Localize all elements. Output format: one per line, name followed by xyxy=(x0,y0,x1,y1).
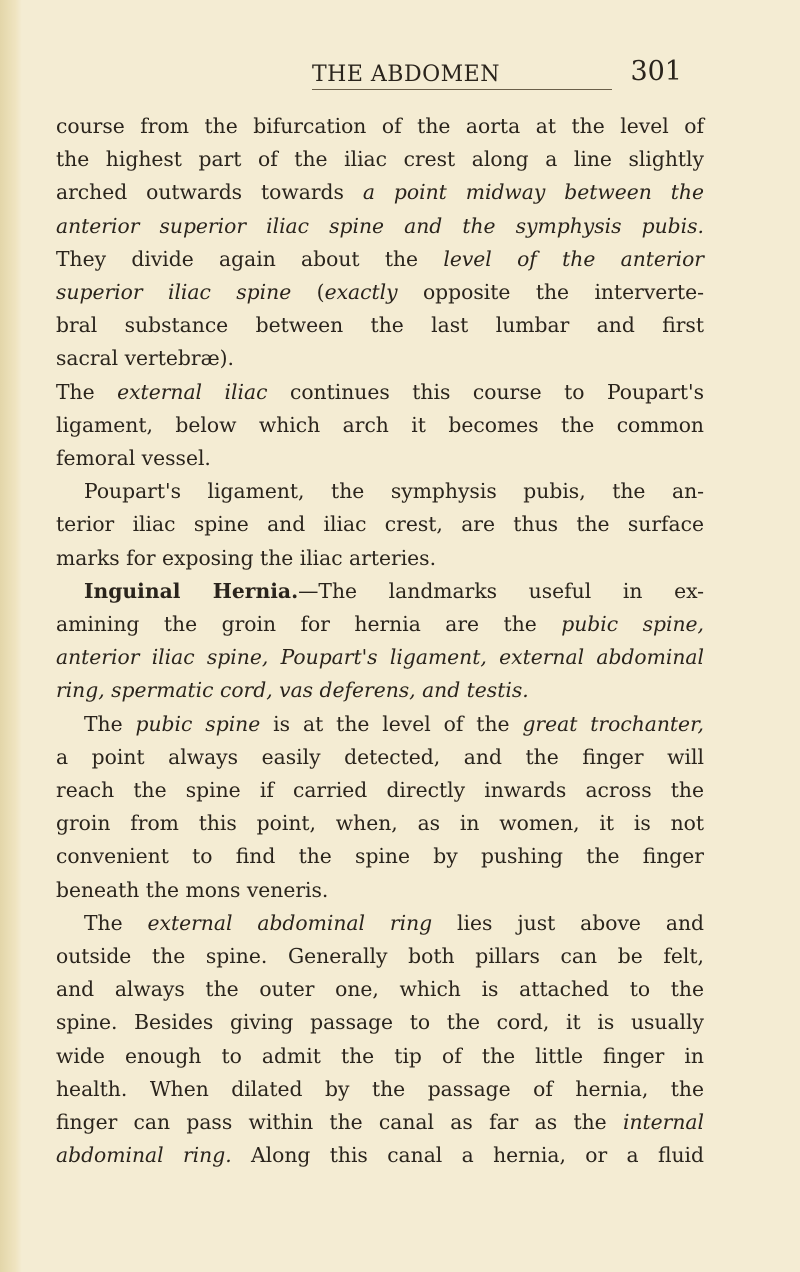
text-run: The xyxy=(84,711,136,736)
text-run: sacral vertebræ). xyxy=(56,346,234,371)
text-line xyxy=(56,1040,704,1073)
text-run: finger can pass within the canal as far as the xyxy=(56,1110,623,1135)
text-line xyxy=(56,1139,704,1172)
text-line xyxy=(56,973,704,1006)
italic-phrase: external iliac xyxy=(117,379,268,404)
text-run: groin from this point, when, as in women, it is not xyxy=(56,811,704,836)
text-run: marks for exposing the iliac arteries. xyxy=(56,545,437,570)
text-line xyxy=(56,1106,704,1139)
text-line xyxy=(56,1006,704,1039)
text-run: reach the spine if carried directly inwards across the xyxy=(56,778,704,803)
italic-phrase: a point midway between the xyxy=(362,180,704,205)
italic-phrase: superior iliac spine xyxy=(56,280,292,305)
text-line xyxy=(56,409,704,442)
text-run: They divide again about the xyxy=(56,246,444,271)
text-line xyxy=(56,575,704,608)
text-run: spine. Besides giving passage to the cord, it is usually xyxy=(56,1010,704,1035)
text-line xyxy=(56,807,704,840)
text-run: course from the bifurcation of the aorta at the level of xyxy=(56,114,704,138)
text-line xyxy=(56,176,704,209)
text-line xyxy=(56,110,704,143)
text-line xyxy=(56,674,704,707)
text-run: femoral vessel. xyxy=(56,446,211,471)
italic-phrase: abdominal ring. xyxy=(56,1143,232,1168)
italic-phrase: external abdominal ring xyxy=(147,910,433,935)
text-line xyxy=(56,1073,704,1106)
text-line xyxy=(56,542,704,575)
italic-phrase: anterior superior iliac spine and the symphysis pubis. xyxy=(56,213,704,238)
text-line xyxy=(56,641,704,674)
text-run: —The landmarks useful in ex- xyxy=(298,578,705,603)
text-run: continues this course to Poupart's xyxy=(267,379,704,404)
text-run: outside the spine. Generally both pillars can be felt, xyxy=(56,944,704,969)
text-line xyxy=(56,508,704,541)
text-run: and always the outer one, which is attached to the xyxy=(56,977,704,1002)
text-line xyxy=(56,874,704,907)
text-line xyxy=(56,907,704,940)
italic-phrase: ring, spermatic cord, vas deferens, and testis. xyxy=(56,678,529,703)
text-line xyxy=(56,475,704,508)
italic-phrase: level of the anterior xyxy=(443,246,705,271)
text-run: amining the groin for hernia are the xyxy=(56,612,562,637)
text-run: Along this canal a hernia, or a fluid xyxy=(231,1143,705,1168)
italic-phrase: great trochanter, xyxy=(522,711,704,736)
text-run: terior iliac spine and iliac crest, are thus the surface xyxy=(56,512,704,537)
body-text xyxy=(56,110,704,1173)
text-line xyxy=(56,741,704,774)
running-head-rule xyxy=(312,89,612,90)
text-line xyxy=(56,243,704,276)
text-line xyxy=(56,442,704,475)
text-line xyxy=(56,940,704,973)
text-line xyxy=(56,342,704,375)
running-head: THE ABDOMEN xyxy=(312,62,500,87)
page-edge-shadow xyxy=(0,0,22,1272)
italic-phrase: anterior iliac spine, Poupart's ligament, external abdominal xyxy=(56,645,704,670)
page-header xyxy=(0,56,800,96)
text-run: ligament, below which arch it becomes the common xyxy=(56,412,704,437)
text-run: bral substance between the last lumbar and first xyxy=(56,313,704,338)
italic-phrase: pubic spine xyxy=(135,711,261,736)
italic-phrase: pubic spine, xyxy=(561,612,704,637)
page-number: 301 xyxy=(630,56,682,87)
text-run: health. When dilated by the passage of hernia, the xyxy=(56,1076,704,1101)
italic-phrase: internal xyxy=(622,1110,704,1135)
text-line xyxy=(56,774,704,807)
text-line xyxy=(56,608,704,641)
text-run: ( xyxy=(291,280,325,305)
text-run: opposite the interverte- xyxy=(397,280,705,305)
text-line xyxy=(56,276,704,309)
text-line xyxy=(56,708,704,741)
text-run: is at the level of the xyxy=(260,711,523,736)
text-run: wide enough to admit the tip of the little finger in xyxy=(56,1043,704,1068)
text-line xyxy=(56,376,704,409)
text-run: Poupart's ligament, the symphysis pubis, the an- xyxy=(84,479,704,504)
text-run: arched outwards towards xyxy=(56,180,363,205)
italic-phrase: exactly xyxy=(324,280,398,305)
text-run: The xyxy=(84,910,148,935)
text-run: beneath the mons veneris. xyxy=(56,877,329,902)
text-run: convenient to find the spine by pushing the finger xyxy=(56,844,704,869)
text-line xyxy=(56,210,704,243)
text-run: the highest part of the iliac crest along a line slightly xyxy=(56,147,704,172)
text-run: a point always easily detected, and the finger will xyxy=(56,744,704,769)
text-line xyxy=(56,840,704,873)
text-run: lies just above and xyxy=(432,910,704,935)
bold-heading: Inguinal Hernia. xyxy=(84,578,299,603)
text-line xyxy=(56,309,704,342)
text-line xyxy=(56,143,704,176)
text-run: The xyxy=(56,379,118,404)
